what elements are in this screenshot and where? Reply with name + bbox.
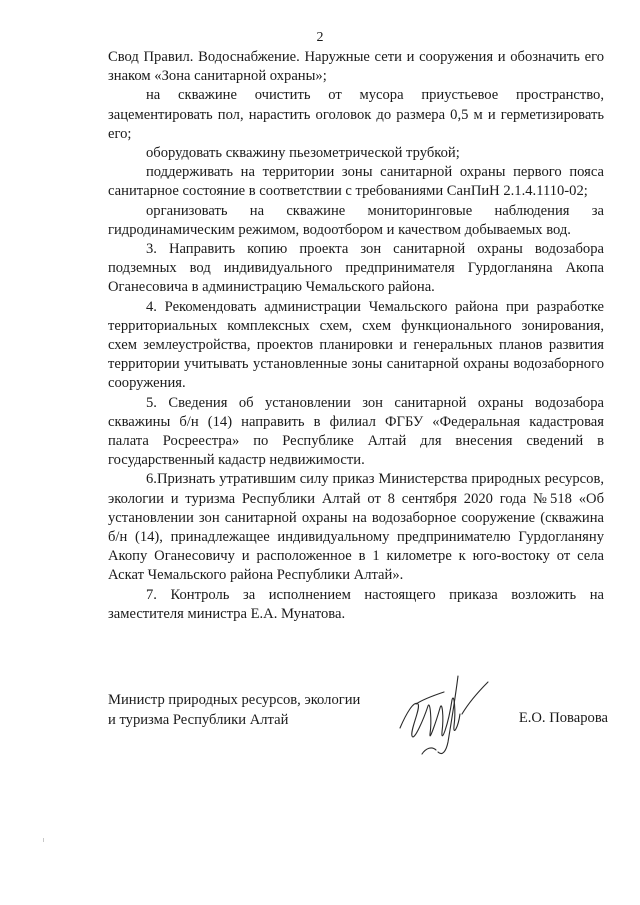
paragraph-item-7: 7. Контроль за исполнением настоящего приказа возложить на заместителя министра Е.А. Мунатова.: [108, 586, 604, 622]
paragraph-item-5: 5. Сведения об установлении зон санитарной охраны водозабора скважины б/н (14) направить в филиал ФГБУ «Федеральная кадастровая палата Росреестра» по Республике Алтай для внесения сведений в государственный кадастр недвижимости.: [108, 394, 604, 469]
page-number: 2: [316, 30, 324, 45]
paragraph-item-4: 4. Рекомендовать администрации Чемальского района при разработке территориальных комплексных схем, схем функционального зонирования, схем землеустройства, проектов планировки и генеральных планов развития территории учитывать установленные зоны санитарной охраны водозаборного сооружения.: [108, 298, 604, 392]
paragraph-1: Свод Правил. Водоснабжение. Наружные сети и сооружения и обозначить его знаком «Зона санитарной охраны»;: [108, 49, 604, 85]
document-body: [108, 48, 604, 624]
paragraph-5: организовать на скважине мониторинговые наблюдения за гидродинамическим режимом, водоотбором и качеством добываемых вод.: [108, 202, 604, 238]
paragraph-item-6: 6.Признать утратившим силу приказ Министерства природных ресурсов, экологии и туризма Республики Алтай от 8 сентября 2020 года №518 «Об установлении зон санитарной охраны на водозаборное сооружение (скважина б/н (14), принадлежащее индивидуальному предпринимателю Гурдогланяну Акопу Оганесовичу и расположенное в 1 километре к юго-востоку от села Аскат Чемальского района Республики Алтай».: [108, 471, 604, 584]
signer-name: Е.О. Поварова: [518, 710, 608, 726]
paragraph-item-3: 3. Направить копию проекта зон санитарной охраны водозабора подземных вод индивидуального предпринимателя Гурдогланяна Акопа Оганесовича в администрацию Чемальского района.: [108, 241, 604, 296]
paragraph-2: на скважине очистить от мусора приустьевое пространство, зацементировать пол, нарастить оголовок до размера 0,5 м и герметизировать его;: [108, 87, 604, 142]
paragraph-4: поддерживать на территории зоны санитарной охраны первого пояса санитарное состояние в соответствии с требованиями СанПиН 2.1.4.1110-02;: [108, 164, 604, 200]
signer-title-line-1: Министр природных ресурсов, экологии: [108, 692, 361, 708]
handwritten-signature: [392, 670, 502, 760]
signer-title-line-2: и туризма Республики Алтай: [108, 712, 289, 728]
margin-mark: [43, 838, 44, 842]
signer-title: [108, 690, 408, 730]
paragraph-3: оборудовать скважину пьезометрической трубкой;: [146, 145, 460, 162]
